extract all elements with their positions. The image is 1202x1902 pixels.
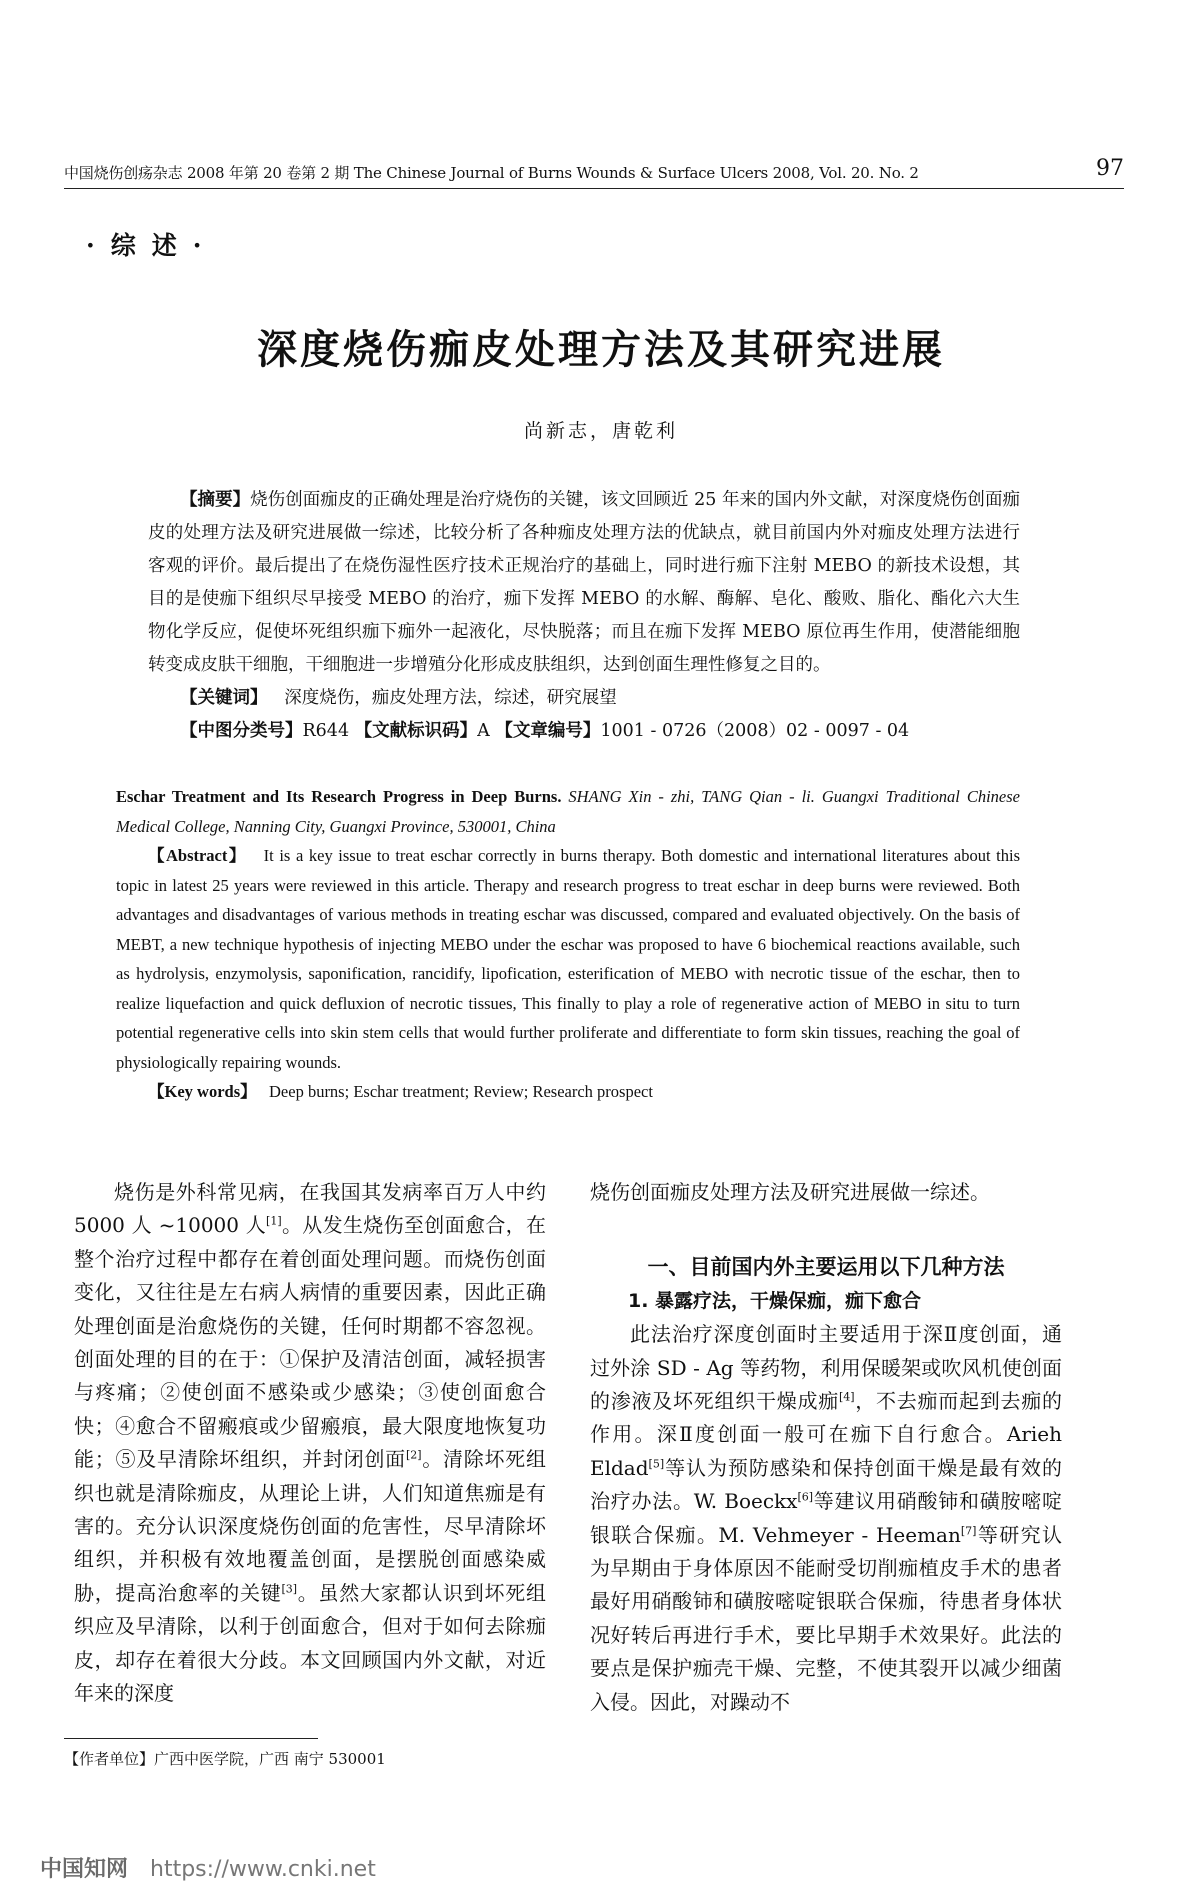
citation-ref[interactable]: [1] [266, 1214, 282, 1228]
cn-abstract-tag: 【摘要】 [180, 490, 251, 510]
en-keywords-tag: 【Key words】 [148, 1082, 257, 1101]
body-text: 此法治疗深度创面时主要适用于深Ⅱ度创面，通过外涂 SD - Ag 等药物，利用保暖架或吹风机使创面的渗液及坏死组织干燥成痂 [590, 1322, 1062, 1414]
doc-code: A [477, 721, 490, 741]
class-number-tag: 【中图分类号】 [180, 721, 303, 741]
body-paragraph [590, 1318, 1062, 1719]
section-heading: 一、目前国内外主要运用以下几种方法 [647, 1255, 1005, 1280]
cn-keywords-tag: 【关键词】 [180, 688, 268, 708]
cn-abstract-text: 烧伤创面痂皮的正确处理是治疗烧伤的关键，该文回顾近 25 年来的国内外文献，对深度烧伤创面痂皮的处理方法及研究进展做一综述，比较分析了各种痂皮处理方法的优缺点，就目前国内外对痂皮处理方法进行客观的评价。最后提出了在烧伤湿性医疗技术正规治疗的基础上，同时进行痂下注射 MEBO 的新技术设想，其目的是使痂下组织尽早接受 MEBO 的治疗，痂下发挥 MEBO 的水解、酶解、皂化、酸败、脂化、酯化六大生物化学反应，促使坏死组织痂下痂外一起液化，尽快脱落；而且在痂下发挥 MEBO 原位再生作用，使潜能细胞转变成皮肤干细胞，干细胞进一步增殖分化形成皮肤组织，达到创面生理性修复之目的。 [148, 490, 1021, 675]
english-abstract [116, 782, 1020, 1107]
chinese-abstract [148, 484, 1020, 748]
class-number: R644 [302, 721, 350, 741]
body-text: 。清除坏死组织也就是清除痂皮，从理论上讲，人们知道焦痂是有害的。充分认识深度烧伤创面的危害性，尽早清除坏组织，并积极有效地覆盖创面，是摆脱创面感染威胁，提高治愈率的关键 [74, 1447, 547, 1605]
author-affiliation-footnote: 【作者单位】广西中医学院，广西 南宁 530001 [64, 1750, 386, 1768]
body-text: 烧伤是外科常见病，在我国其发病率百万人中约 5000 人 ~10000 人 [74, 1180, 546, 1238]
body-text: 等研究认为早期由于身体原因不能耐受切削痂植皮手术的患者最好用硝酸铈和磺胺嘧啶银联合保痂，待患者身体状况好转后再进行手术，要比早期手术效果好。此法的要点是保护痂壳干燥、完整，不使其裂开以减少细菌入侵。因此，对躁动不 [590, 1522, 1063, 1714]
body-text: ，不去痂而起到去痂的作用。深Ⅱ度创面一般可在痂下自行愈合。Arieh Eldad [590, 1389, 1063, 1480]
en-abstract-paragraph [116, 841, 1020, 1077]
citation-ref[interactable]: [6] [797, 1490, 814, 1504]
body-column-left [74, 1176, 546, 1711]
journal-citation: 中国烧伤创疡杂志 2008 年第 20 卷第 2 期 The Chinese Journal of Burns Wounds & Surface Ulcers 2008, Vol. 20. No. 2 [64, 164, 919, 182]
cnki-watermark [40, 1852, 376, 1883]
cn-keywords: 深度烧伤，痂皮处理方法，综述，研究展望 [284, 688, 617, 708]
section-label: ·综述· [86, 231, 218, 260]
en-title: Eschar Treatment and Its Research Progress in Deep Burns. [116, 787, 562, 806]
running-header [64, 156, 1124, 189]
en-keywords: Deep burns; Eschar treatment; Review; Research prospect [269, 1082, 653, 1101]
cnki-url[interactable]: https://www.cnki.net [150, 1857, 376, 1882]
citation-ref[interactable]: [5] [648, 1457, 665, 1471]
cn-classification-line [148, 715, 1020, 748]
cn-abstract-paragraph [148, 484, 1020, 682]
body-text: 。从发生烧伤至创面愈合，在整个治疗过程中都存在着创面处理问题。而烧伤创面变化，又往往是左右病人病情的重要因素，因此正确处理创面是治愈烧伤的关键，任何时期都不容忽视。创面处理的目的在于：①保护及清洁创面，减轻损害与疼痛；②使创面不感染或少感染；③使创面愈合快；④愈合不留瘢痕或少留瘢痕，最大限度地恢复功能；⑤及早清除坏组织，并封闭创面 [74, 1213, 546, 1472]
doc-code-tag: 【文献标识码】 [354, 721, 478, 741]
citation-ref[interactable]: [7] [960, 1524, 977, 1537]
citation-ref[interactable]: [4] [838, 1390, 855, 1404]
cnki-logo: 中国知网 [40, 1857, 129, 1882]
body-text: 等建议用硝酸铈和磺胺嘧啶银联合保痂。M. Vehmeyer - Heeman [590, 1489, 1062, 1547]
article-title: 深度烧伤痂皮处理方法及其研究进展 [257, 327, 945, 373]
article-number: 1001 - 0726（2008）02 - 0097 - 04 [600, 721, 910, 741]
citation-ref[interactable]: [3] [281, 1582, 298, 1596]
footnote-divider [64, 1738, 318, 1739]
author-list: 尚新志，唐乾利 [523, 420, 678, 442]
en-title-line [116, 782, 1020, 841]
subsection-heading: 1. 暴露疗法，干燥保痂，痂下愈合 [628, 1289, 922, 1312]
body-paragraph [74, 1176, 546, 1711]
body-text: 。虽然大家都认识到坏死组织应及早清除，以利于创面愈合，但对于如何去除痂皮，却存在着很大分歧。本文回顾国内外文献，对近年来的深度 [74, 1580, 547, 1706]
en-abstract-tag: 【Abstract】 [148, 846, 247, 865]
citation-ref[interactable]: [2] [405, 1448, 422, 1462]
en-authors-affiliation: SHANG Xin - zhi, TANG Qian - li. Guangxi Traditional Chinese Medical College, Nanning City, Guangxi Province, 530001, China [116, 787, 1021, 836]
en-keywords-line [116, 1077, 1020, 1107]
cn-keywords-line [148, 682, 1020, 715]
en-abstract-text: It is a key issue to treat eschar correctly in burns therapy. Both domestic and international literatures about this topic in latest 25 years were reviewed in this article. Therapy and research progress to treat eschar in deep burns were reviewed. Both advantages and disadvantages of various methods in treating eschar was discussed, compared and evaluated objectively. On the basis of MEBT, a new technique hypothesis of injecting MEBO under the eschar was proposed to have 6 biochemical reactions available, such as hydrolysis, enzymolysis, saponification, rancidify, lipofication, esterification of MEBO with necrotic tissue of the eschar, then to realize liquefaction and quick defluxion of necrotic tissues, This finally to play a role of regenerative action of MEBO in situ to turn potential regenerative cells into skin stem cells that would further proliferate and differentiate to form skin tissues, reaching the goal of physiologically repairing wounds. [116, 846, 1021, 1072]
article-number-tag: 【文章编号】 [495, 721, 601, 741]
body-continuation: 烧伤创面痂皮处理方法及研究进展做一综述。 [590, 1180, 990, 1204]
body-column-right [590, 1176, 1062, 1719]
page-number: 97 [1096, 156, 1124, 181]
body-text: 等认为预防感染和保持创面干燥是最有效的治疗办法。W. Boeckx [590, 1455, 1062, 1514]
